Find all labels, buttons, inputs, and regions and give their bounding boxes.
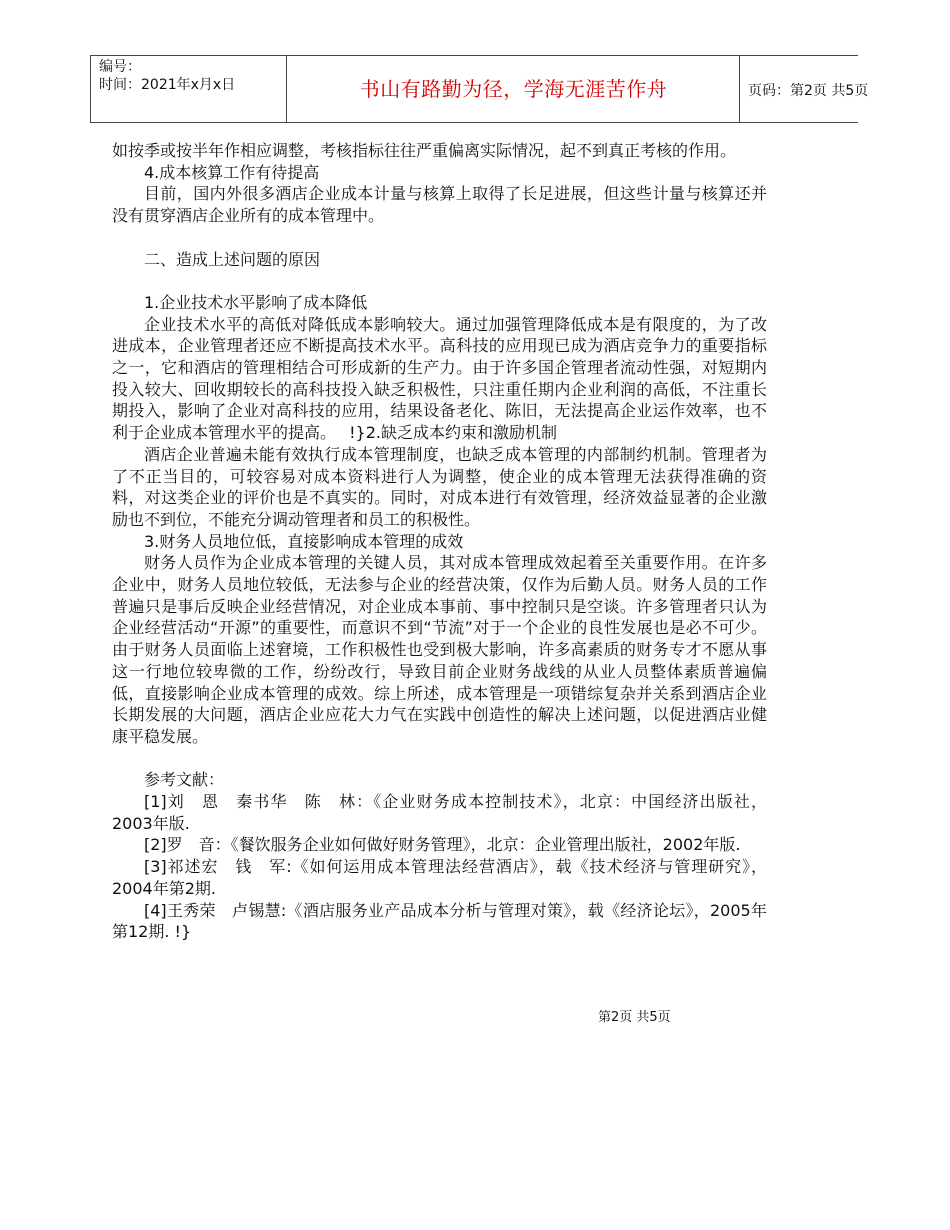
header-motto-cell <box>286 56 740 122</box>
body-paragraph: 如按季或按半年作相应调整，考核指标往往严重偏离实际情况，起不到真正考核的作用。 <box>112 141 737 160</box>
page-header <box>90 55 869 123</box>
header-motto: 书山有路勤为径，学海无涯苦作舟 <box>359 77 668 101</box>
subsection-heading-inline: !}2.缺乏成本约束和激励机制 <box>328 423 557 443</box>
header-meta-cell <box>90 56 287 122</box>
document-time-label: 时间：2021年x月x日 <box>99 77 236 93</box>
body-paragraph: 财务人员作为企业成本管理的关键人员，其对成本管理成效起着至关重要作用。在许多企业中，财务人员地位较低，无法参与企业的经营决策，仅作为后勤人员。财务人员的工作普遍只是事后反映企业经营情况，对企业成本事前、事中控制只是空谈。许多管理者只认为企业经营活动“开源”的重要性，而意识不到“节流”对于一个企业的良性发展也是必不可少。由于财务人员面临上述窘境，工作积极性也受到极大影响，许多高素质的财务专才不愿从事这一行地位较卑微的工作，纷纷改行，导致目前企业财务战线的从业人员整体素质普遍偏低，直接影响企业成本管理的成效。综上所述，成本管理是一项错综复杂并关系到酒店企业长期发展的大问题，酒店企业应花大力气在实践中创造性的解决上述问题，以促进酒店业健康平稳发展。 <box>112 553 767 746</box>
reference-item: [4]王秀荣 卢锡慧:《酒店服务业产品成本分析与管理对策》，载《经济论坛》，2005年第12期. !} <box>112 900 767 942</box>
body-paragraph <box>112 314 767 444</box>
body-text: 企业技术水平的高低对降低成本影响较大。通过加强管理降低成本是有限度的，为了改进成本，企业管理者还应不断提高技术水平。高科技的应用现已成为酒店竞争力的重要指标之一，它和酒店的管理相结合可形成新的生产力。由于许多国企管理者流动性强，对短期内投入较大、回收期较长的高科技投入缺乏积极性，只注重任期内企业利润的高低，不注重长期投入，影响了企业对高科技的应用，结果设备老化、陈旧，无法提高企业运作效率，也不利于企业成本管理水平的提高。 <box>112 314 767 443</box>
subsection-heading: 1.企业技术水平影响了成本降低 <box>144 292 368 312</box>
references-title: 参考文献： <box>144 770 225 790</box>
reference-item: [1]刘 恩 秦书华 陈 林：《企业财务成本控制技术》，北京：中国经济出版社，2003年版. <box>112 792 767 833</box>
body-paragraph: 酒店企业普遍未能有效执行成本管理制度，也缺乏成本管理的内部制约机制。管理者为了不正当目的，可较容易对成本资料进行人为调整，使企业的成本管理无法获得准确的资料，对这类企业的评价也是不真实的。同时，对成本进行有效管理，经济效益显著的企业激励也不到位，不能充分调动管理者和员工的积极性。 <box>112 444 767 529</box>
reference-item: [2]罗 音：《餐饮服务企业如何做好财务管理》，北京：企业管理出版社，2002年版. <box>144 835 741 855</box>
body-paragraph: 目前，国内外很多酒店企业成本计量与核算上取得了长足进展，但这些计量与核算还并没有贯穿酒店企业所有的成本管理中。 <box>112 184 767 226</box>
header-page-indicator: 页码：第2页 共5页 <box>748 83 869 99</box>
subsection-heading: 4.成本核算工作有待提高 <box>144 162 320 182</box>
footer-page-number: 第2页 共5页 <box>598 1010 671 1025</box>
header-page-cell <box>739 56 869 122</box>
reference-item: [3]祁述宏 钱 军:《如何运用成本管理法经营酒店》，载《技术经济与管理研究》，2004年第2期. <box>112 857 767 898</box>
document-body <box>112 140 767 943</box>
subsection-heading: 3.财务人员地位低，直接影响成本管理的成效 <box>144 531 464 551</box>
section-heading: 二、造成上述问题的原因 <box>144 249 321 269</box>
document-number-label: 编号： <box>99 59 141 75</box>
